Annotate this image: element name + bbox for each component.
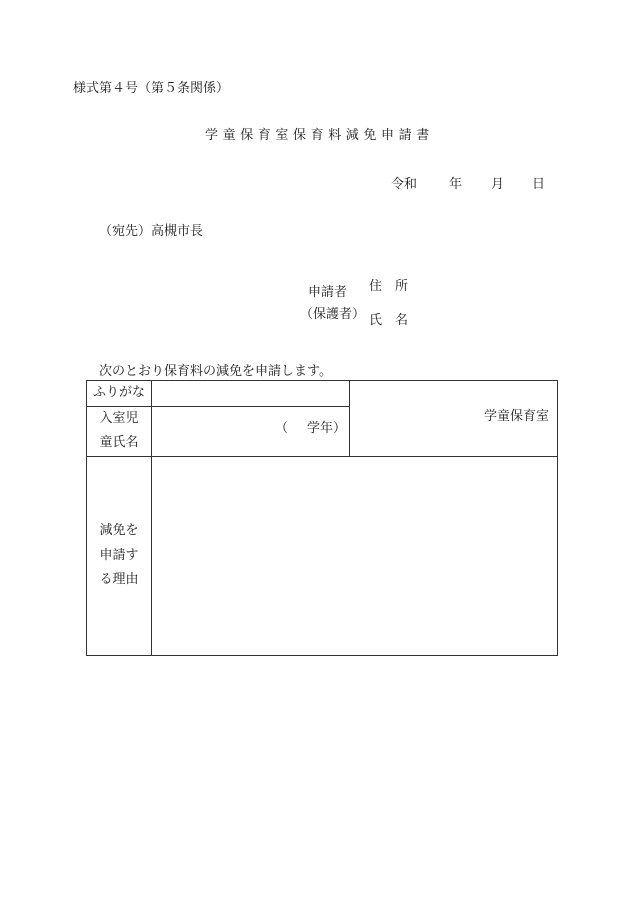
date-year: 年 bbox=[449, 177, 463, 192]
form-number: 様式第４号（第５条関係） bbox=[73, 81, 230, 96]
child-name-field[interactable] bbox=[152, 406, 350, 456]
intro-text: 次のとおり保育料の減免を申請します。 bbox=[99, 364, 332, 379]
reason-line1: 減免を bbox=[99, 523, 139, 539]
name-label: 氏 名 bbox=[369, 313, 409, 328]
address-label: 住 所 bbox=[369, 279, 409, 294]
grade-label: 学年） bbox=[307, 420, 347, 436]
child-name-label bbox=[87, 406, 152, 456]
furigana-label: ふりがな bbox=[87, 381, 152, 407]
facility-cell[interactable] bbox=[350, 381, 558, 457]
child-label-line2: 童氏名 bbox=[99, 435, 139, 451]
application-table bbox=[86, 380, 558, 656]
guardian-label: （保護者） bbox=[300, 307, 366, 322]
reason-line2: 申請す bbox=[99, 547, 139, 563]
child-label-line1: 入室児 bbox=[99, 410, 139, 426]
date-day: 日 bbox=[532, 177, 546, 192]
reason-line3: る理由 bbox=[99, 572, 139, 588]
furigana-field[interactable] bbox=[152, 381, 350, 407]
reason-label bbox=[87, 457, 152, 656]
addressee: （宛先）高槻市長 bbox=[99, 224, 204, 239]
applicant-label: 申請者 bbox=[308, 285, 348, 300]
date-era: 令和 bbox=[391, 177, 418, 192]
date-month: 月 bbox=[491, 177, 505, 192]
grade-open-paren: （ bbox=[275, 420, 289, 436]
facility-label: 学童保育室 bbox=[483, 409, 549, 424]
form-title: 学童保育室保育料減免申請書 bbox=[205, 128, 434, 143]
reason-field[interactable] bbox=[152, 457, 558, 656]
